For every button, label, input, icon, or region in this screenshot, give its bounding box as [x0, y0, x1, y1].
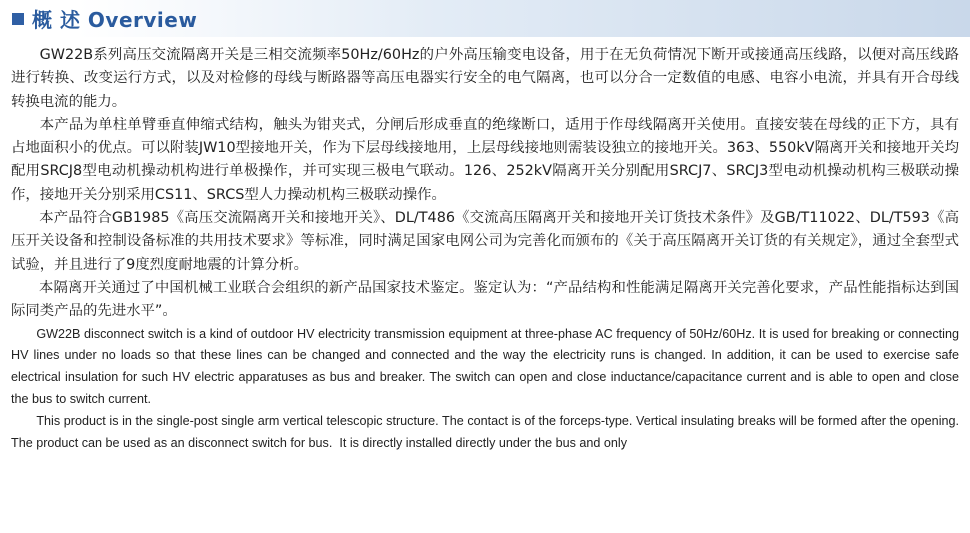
paragraph-zh-intro: GW22B系列高压交流隔离开关是三相交流频率50Hz/60Hz的户外高压输变电设备，用于在无负荷情况下断开或接通高压线路，以便对高压线路进行转换、改变运行方式，以及对检修的母线与断路器等高压电器实行安全的电气隔离，也可以分合一定数值的电感、电容小电流，并具有开合母线转换电流的能力。 — [11, 47, 959, 110]
section-title: 概 述 Overview — [32, 8, 198, 32]
overview-content — [11, 44, 963, 454]
paragraph-zh-appraisal: 本隔离开关通过了中国机械工业联合会组织的新产品国家技术鉴定。鉴定认为：“产品结构和性能满足隔离开关完善化要求，产品性能指标达到国际同类产品的先进水平”。 — [11, 279, 959, 320]
paragraph-zh-structure: 本产品为单柱单臂垂直伸缩式结构，触头为钳夹式，分闸后形成垂直的绝缘断口，适用于作母线隔离开关使用。直接安装在母线的正下方，具有占地面积小的优点。可以附装JW10型接地开关，作为下层母线接地用，上层母线接地则需装设独立的接地开关。363、550kV隔离开关和接地开关均配用SRCJ8型电动机操动机构进行单极操作，并可实现三极电气联动。126、252kV隔离开关分别配用SRCJ7、SRCJ3型电动机操动机构三极联动操作，接地开关分别采用CS11、SRCS型人力操动机构三极联动操作。 — [11, 116, 959, 203]
paragraph-en-structure: This product is in the single-post single arm vertical telescopic structure. The contact is of the forceps-type. Vertical insulating breaks will be formed after the opening. The product can be used as an disconnect switch for bus. It is directly installed directly under the bus and only — [11, 413, 963, 450]
paragraph-zh-standards: 本产品符合GB1985《高压交流隔离开关和接地开关》、DL/T486《交流高压隔离开关和接地开关订货技术条件》及GB/T11022、DL/T593《高压开关设备和控制设备标准的共用技术要求》等标准，同时满足国家电网公司为完善化而颁布的《关于高压隔离开关订货的有关规定》，通过全套型式试验，并且进行了9度烈度耐地震的计算分析。 — [11, 210, 959, 273]
square-bullet-icon — [12, 13, 24, 25]
section-header — [0, 0, 970, 37]
paragraph-en-intro: GW22B disconnect switch is a kind of outdoor HV electricity transmission equipment at three-phase AC frequency of 50Hz/60Hz. It is used for breaking or connecting HV lines under no loads so that these lines can be changed and connected and the way the electricity runs is changed. In addition, it can be used to exercise safe electrical insulation for such HV electric apparatuses as bus and breaker. The switch can open and close inductance/capacitance current and is able to open and close the bus to switch current. — [11, 326, 963, 406]
